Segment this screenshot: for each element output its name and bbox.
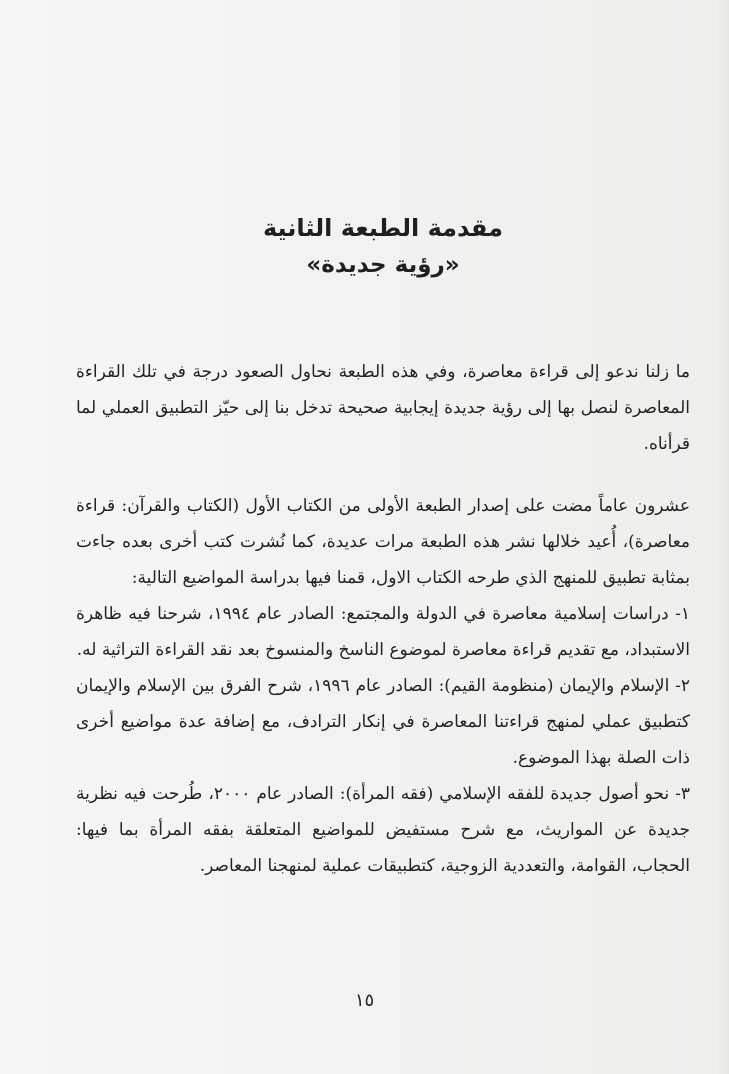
page-title: مقدمة الطبعة الثانية bbox=[262, 214, 504, 242]
list-item-3: ٣- نحو أصول جديدة للفقه الإسلامي (فقه المرأة): الصادر عام ٢٠٠٠، طُرحت فيه نظرية جديدة عن المواريث، مع شرح مستفيض للمواضيع المتعلقة بفقه المرأة بما فيها: الحجاب، القوامة، والتعددية الزوجية، كتطبيقات عملية لمنهجنا المعاصر. bbox=[76, 784, 690, 876]
page-edge-shadow bbox=[715, 0, 729, 1074]
page-number: ١٥ bbox=[354, 990, 375, 1011]
books-paragraph: عشرون عاماً مضت على إصدار الطبعة الأولى من الكتاب الأول (الكتاب والقرآن: قراءة معاصرة)، أُعيد خلالها نشر هذه الطبعة مرات عديدة، كما نُشرت كتب أخرى بعده جاءت بمثابة تطبيق للمنهج الذي طرحه الكتاب الاول، قمنا فيها بدراسة المواضيع التالية: bbox=[76, 496, 690, 588]
list-item-1: ١- دراسات إسلامية معاصرة في الدولة والمجتمع: الصادر عام ١٩٩٤، شرحنا فيه ظاهرة الاستبداد، مع تقديم قراءة معاصرة لموضوع الناسخ والمنسوخ بعد نقد القراءة التراثية له. bbox=[76, 604, 690, 660]
intro-paragraph: ما زلنا ندعو إلى قراءة معاصرة، وفي هذه الطبعة نحاول الصعود درجة في تلك القراءة المعاصرة لنصل بها إلى رؤية جديدة إيجابية صحيحة تدخل بنا إلى حيّز التطبيق العملي لما قرأناه. bbox=[76, 362, 690, 454]
page-subtitle: «رؤية جديدة» bbox=[306, 252, 460, 278]
page-content bbox=[76, 210, 690, 884]
list-item-2: ٢- الإسلام والإيمان (منظومة القيم): الصادر عام ١٩٩٦، شرح الفرق بين الإسلام والإيمان كتطبيق عملي لمنهج قراءتنا المعاصرة في إنكار الترادف، مع إضافة عدة مواضيع أخرى ذات الصلة بهذا الموضوع. bbox=[76, 676, 690, 768]
